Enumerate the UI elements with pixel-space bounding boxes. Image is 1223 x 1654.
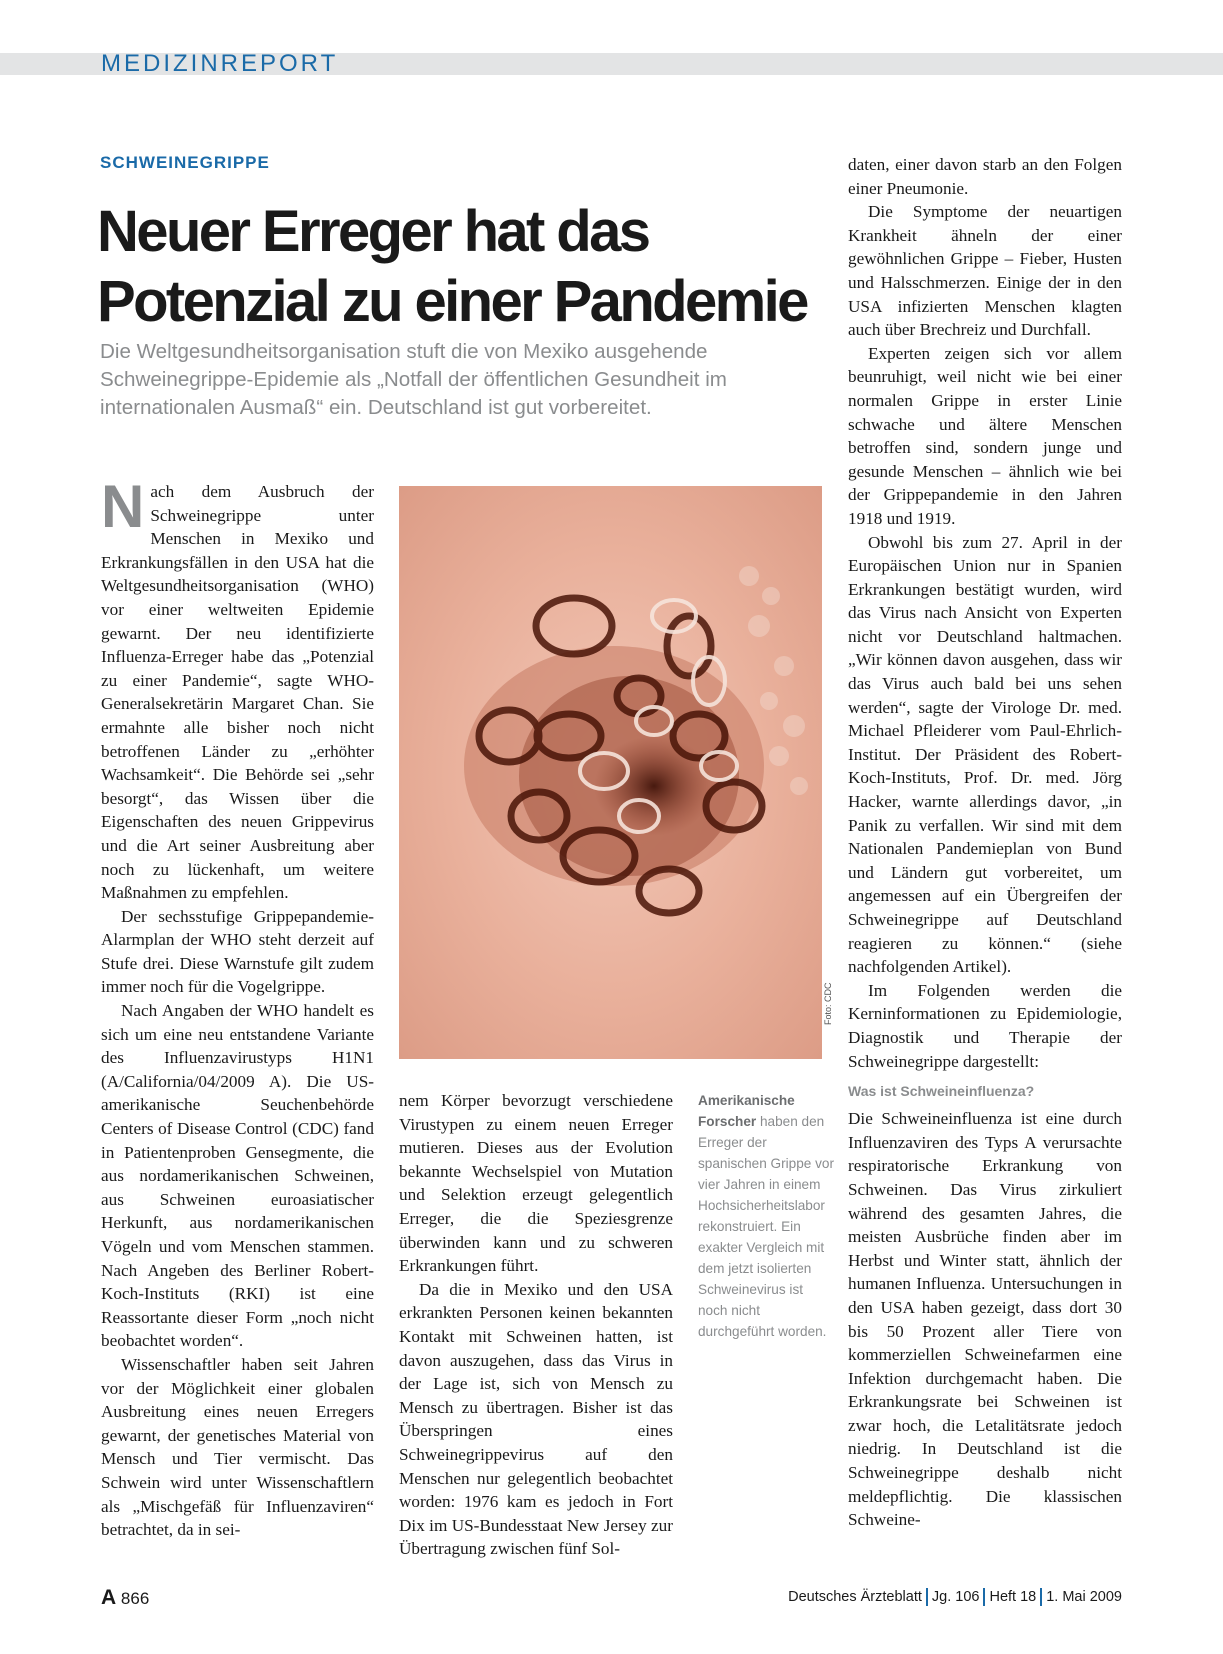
paragraph: Die Symptome der neuartigen Krankheit ähneln der einer gewöhnlichen Grippe – Fieber, Husten und Halsschmerzen. Einige der in den USA infizierten Menschen klagten auch über Brechreiz und Durchfall. [848,202,1122,340]
paragraph: daten, einer davon starb an den Folgen einer Pneumonie. [848,155,1122,198]
paragraph: Da die in Mexiko und den USA erkrankten Personen keinen bekannten Kontakt mit Schweinen hatten, ist davon auszugehen, dass das Virus in der Lage ist, sich von Mensch zu Mensch zu übertragen. Bisher ist das Überspringen eines Schweinegrippevirus auf den Menschen nur gelegentlich beobachtet worden: 1976 kam es jedoch in Fort Dix im US-Bundesstaat New Jersey zur Übertragung zwischen fünf Sol- [399,1279,673,1559]
journal-issue: Heft 18 [989,1588,1037,1605]
paragraph: Im Folgenden werden die Kerninformationen zu Epidemiologie, Diagnostik und Therapie der Schweinegrippe dargestellt: [848,980,1122,1071]
page-number-value: 866 [120,1589,150,1608]
subheading: Was ist Schweineinfluenza? [848,1083,1035,1100]
paragraph: Nach Angaben der WHO handelt es sich um eine neu entstandene Variante des Influenzavirustyps H1N1 (A/California/04/2009 A). Die US-amerikanische Seuchenbehörde Centers of Disease Control (CDC) fand in Patientenproben Gensegmente, die aus nordamerikanischen Schweinen, aus Schweinen euroasiatischer Herkunft, aus nordamerikanischen Vögeln und vom Menschen stammen. Nach Angeben des Berliner Robert-Koch-Instituts (RKI) ist eine Reassortante dieser Form „noch nicht beobachtet worden“. [101,1001,374,1351]
page-number [101,1586,149,1610]
page-letter: A [101,1586,117,1609]
caption-text: haben den Erreger der spanischen Grippe vor vier Jahren in einem Hochsicherheitslabor rekonstruiert. Ein exakter Vergleich mit dem jetzt isolierten Schweinevirus ist noch nicht durchgeführt worden. [698,1114,835,1339]
paragraph: Obwohl bis zum 27. April in der Europäischen Union nur in Spanien Erkrankungen bestätigt wurden, wird das Virus nach Ansicht von Experten nicht vor Deutschland haltmachen. „Wir können davon ausgehen, dass wir das Virus auch bald bei uns sehen werden“, sagte der Virologe Dr. med. Michael Pfleiderer vom Paul-Ehrlich-Institut. Der Präsident des Robert-Koch-Instituts, Prof. Dr. med. Jörg Hacker, warnte allerdings davor, „in Panik zu verfallen. Wir sind mit dem Nationalen Pandemieplan von Bund und Ländern gut vorbereitet, um angemessen auf ein Übergreifen der Schweinegrippe auf Deutschland reagieren zu können.“ (siehe nachfolgenden Artikel). [848,532,1122,977]
virus-micrograph [399,486,822,1059]
paragraph [101,473,374,905]
virus-illustration [399,486,822,1059]
paragraph: Der sechsstufige Grippepandemie-Alarmplan der WHO steht derzeit auf Stufe drei. Diese Warnstufe gilt zudem immer noch für die Vogelgrippe. [101,906,374,997]
photo-credit: Foto: CDC [823,982,833,1025]
paragraph: Die Schweineinfluenza ist eine durch Influenzaviren des Typs A verursachte respiratorische Erkrankung von Schweinen. Das Virus zirkuliert während des gesamten Jahres, die meisten Ausbrüche finden aber im Herbst und Winter statt, ähnlich der humanen Influenza. Untersuchungen in den USA haben gezeigt, dass dort 30 bis 50 Prozent aller Tiere von kommerziellen Schweinefarmen eine Infektion durchgemacht haben. Die Erkrankungsrate bei Schweinen ist zwar hoch, die Letalitätsrate jedoch niedrig. In Deutschland ist die Schweinegrippe deshalb nicht meldepflichtig. Die klassischen Schweine- [848,1109,1122,1530]
journal-volume: Jg. 106 [931,1588,980,1605]
section-title: MEDIZINREPORT [101,50,339,77]
separator [983,1588,985,1606]
text-column-2 [399,1089,673,1561]
article-kicker: SCHWEINEGRIPPE [100,153,270,172]
journal-date: 1. Mai 2009 [1046,1588,1122,1605]
text-column-1 [101,473,374,1542]
text-column-3 [848,153,1122,1532]
article-lead: Die Weltgesundheitsorganisation stuft die von Mexiko ausgehende Schweinegrippe-Epidemie als „Notfall der öffentlichen Gesundheit im internationalen Ausmaß“ ein. Deutschland ist gut vorbereitet. [100,340,727,419]
paragraph: nem Körper bevorzugt verschiedene Virustypen zu einem neuen Erreger mutieren. Dieses aus der Evolution bekannte Wechselspiel von Mutation und Selektion erzeugt gelegentlich Erreger, die die Speziesgrenze überwinden kann und zu schweren Erkrankungen führt. [399,1091,673,1276]
figure-caption [698,1090,836,1342]
separator [1040,1588,1042,1606]
paragraph-text: ach dem Ausbruch der Schweinegrippe unter Menschen in Mexiko und Erkrankungsfällen in den USA hat die Weltgesundheitsorganisation (WHO) vor einer weltweiten Epidemie gewarnt. Der neu identifizierte Influenza-Erreger habe das „Potenzial zu einer Pandemie“, sagte WHO-Generalsekretärin Margaret Chan. Sie ermahnte alle bisher noch nicht betroffenen Länder zu „erhöhter Wachsamkeit“. Die Behörde sei „sehr besorgt“, das Wissen über die Eigenschaften des neuen Grippevirus und die Art seiner Ausbreitung aber noch zu lückenhaft, um weitere Maßnahmen zu empfehlen. [101,482,374,903]
separator [926,1588,928,1606]
paragraph: Experten zeigen sich vor allem beunruhigt, weil nicht wie bei einer normalen Grippe in erster Linie schwache und ältere Menschen betroffen sind, sondern junge und gesunde Menschen – ähnlich wie bei der Grippepandemie in den Jahren 1918 und 1919. [848,343,1122,528]
journal-name: Deutsches Ärzteblatt [788,1588,922,1605]
article-headline: Neuer Erreger hat das Potenzial zu einer Pandemie [97,199,807,334]
drop-cap: N [101,473,145,540]
journal-info [788,1588,1122,1606]
caption-lead: Amerikanische Forscher [698,1093,795,1129]
paragraph: Wissenschaftler haben seit Jahren vor der Möglichkeit einer globalen Ausbreitung eines neuen Erregers gewarnt, der genetisches Material von Mensch und Tier vermischt. Das Schwein wird unter Wissenschaftlern als „Mischgefäß für Influenzaviren“ betrachtet, da in sei- [101,1354,374,1540]
